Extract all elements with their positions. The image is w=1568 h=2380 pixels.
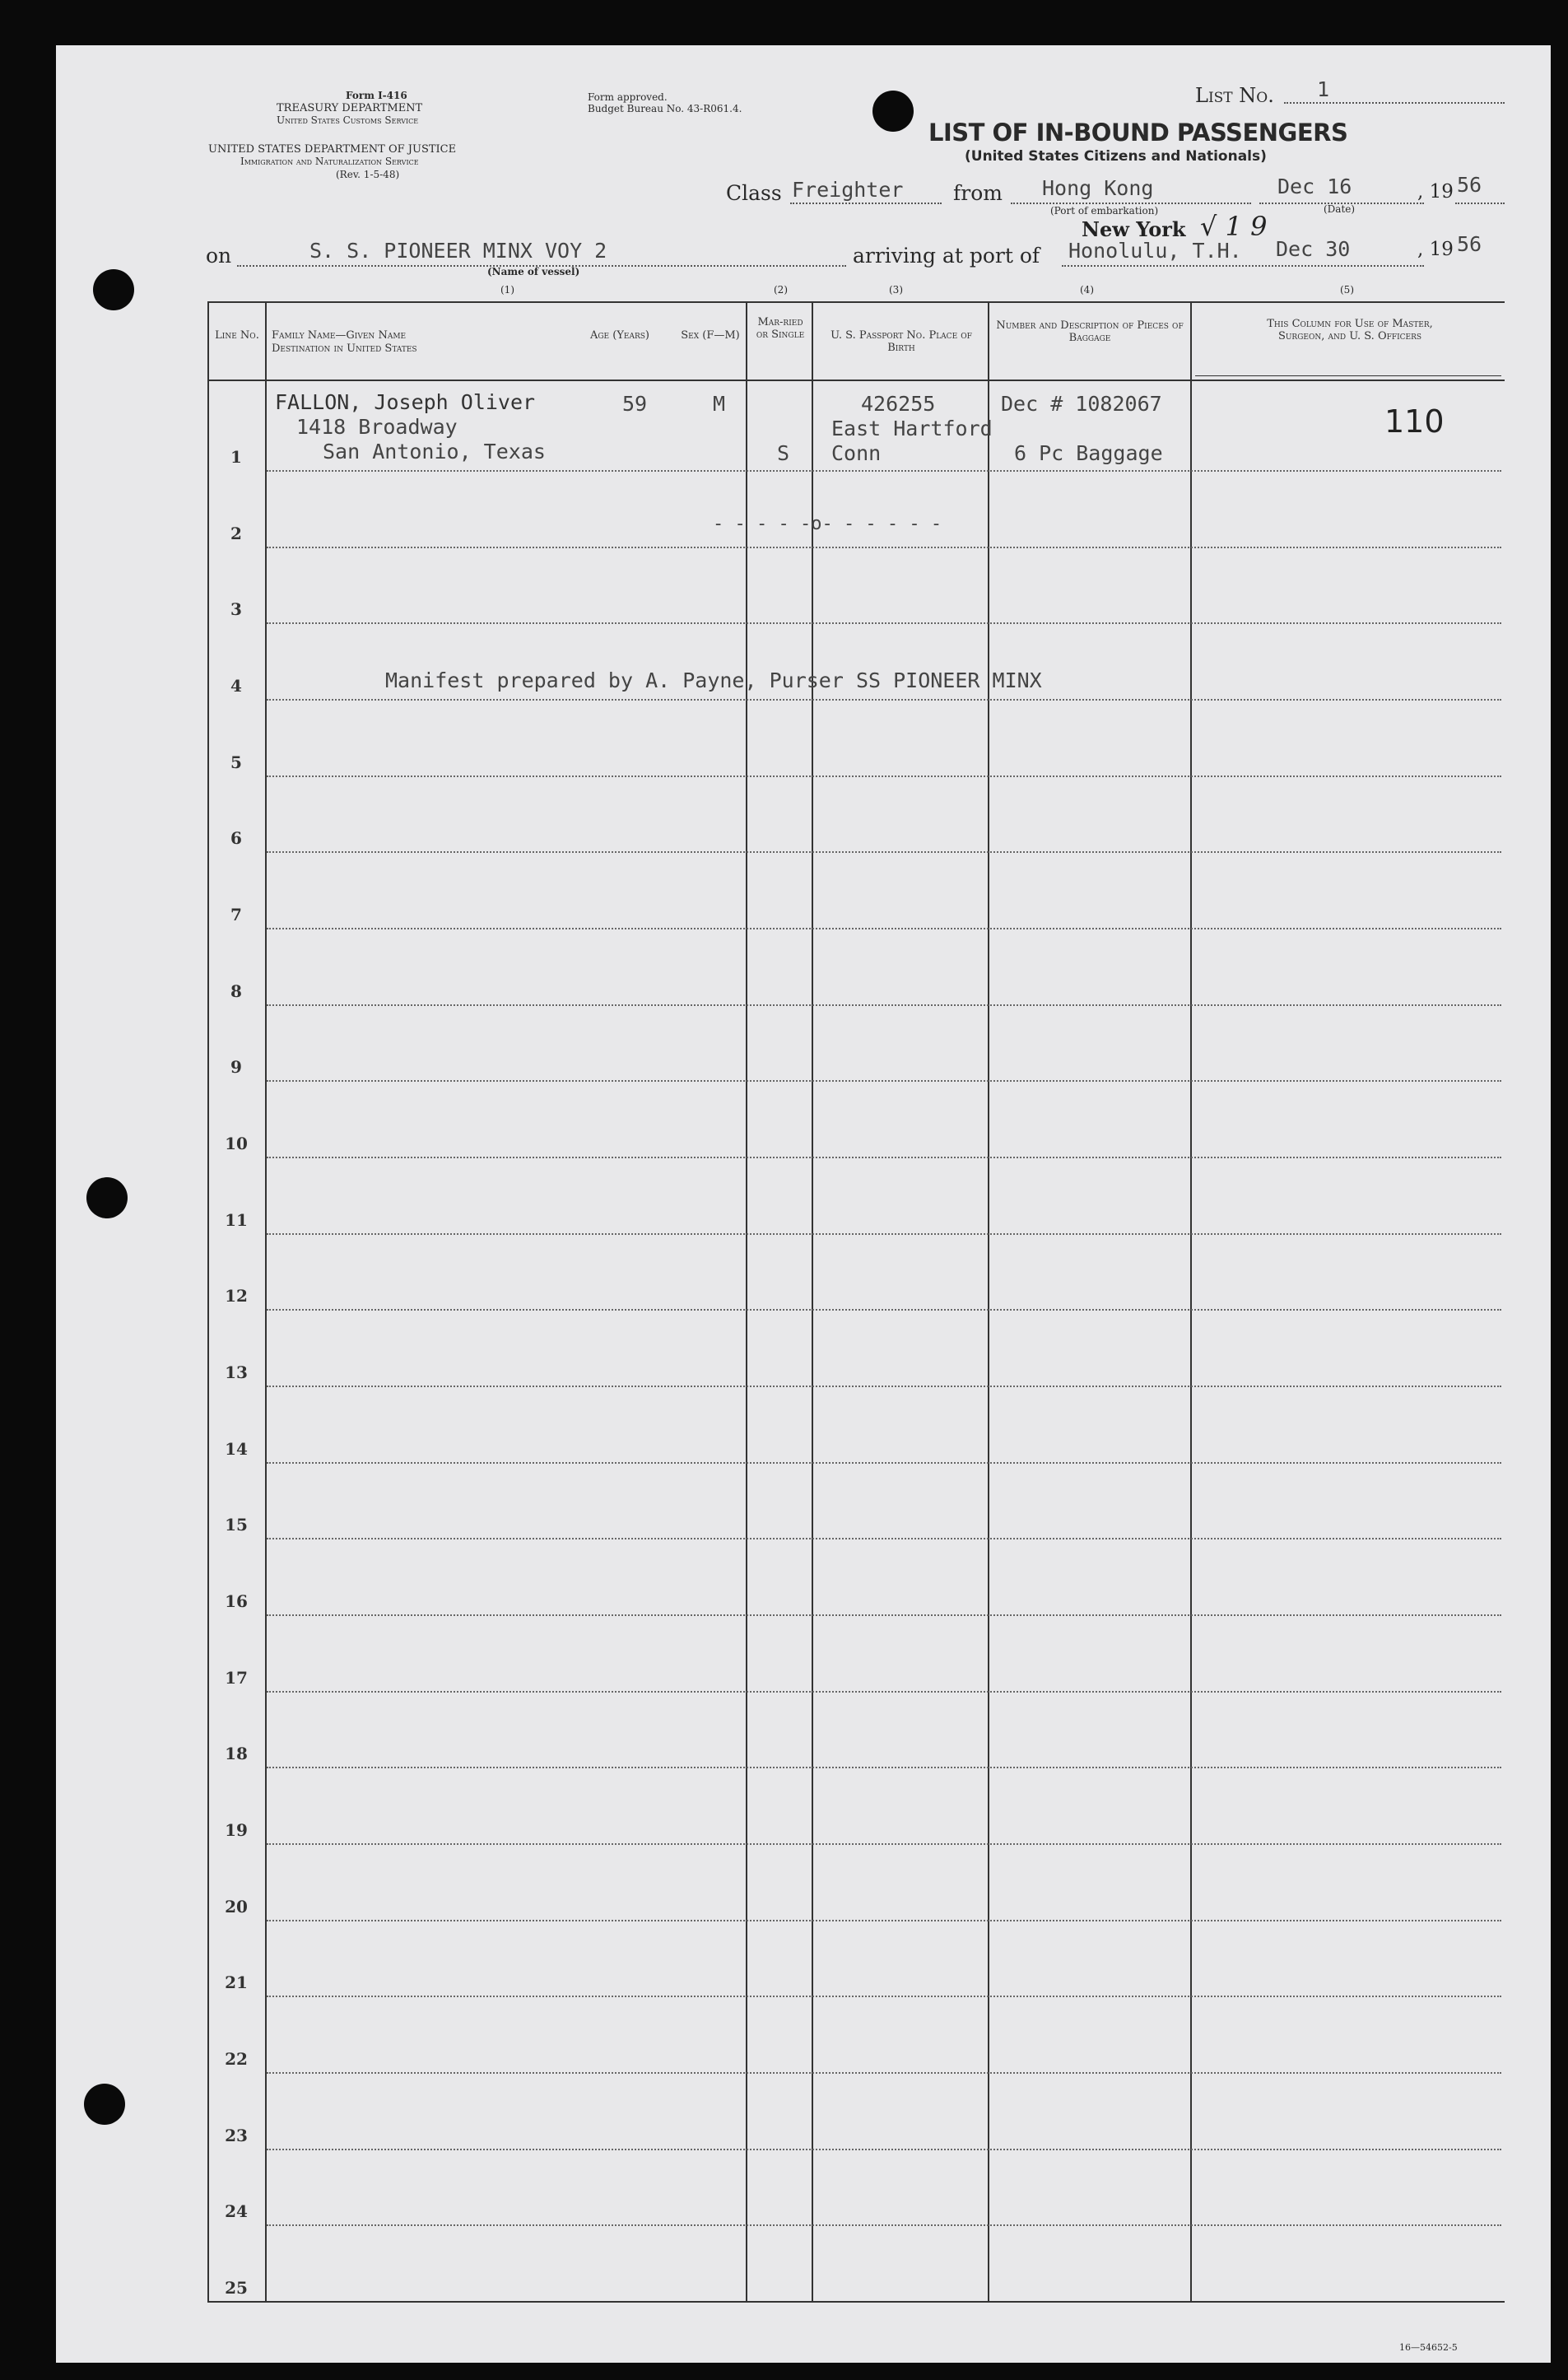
line-number: 14 [225, 1438, 248, 1459]
arrival-port: Honolulu, T.H. [1068, 239, 1242, 263]
line-number: 22 [225, 2049, 248, 2070]
port-embarkation-caption: (Port of embarkation) [1050, 205, 1159, 217]
col-num-1: (1) [500, 284, 514, 296]
line-number: 17 [225, 1667, 248, 1688]
baggage-description: 6 Pc Baggage [1014, 441, 1163, 465]
table-top-border [207, 301, 1505, 303]
line-number: 13 [225, 1362, 248, 1383]
line-number: 11 [225, 1209, 248, 1230]
col-num-4: (4) [1080, 284, 1094, 296]
line-number: 2 [230, 523, 242, 543]
birth-state: Conn [831, 441, 882, 465]
line-number: 9 [230, 1057, 242, 1078]
passenger-address-city: San Antonio, Texas [323, 440, 546, 463]
departure-year: 56 [1457, 173, 1482, 197]
passenger-marital-status: S [777, 441, 790, 465]
line-number: 23 [225, 2125, 248, 2145]
from-label: from [953, 181, 1003, 205]
row-divider [267, 851, 1501, 853]
ins-service: Immigration and Naturalization Service [240, 156, 419, 167]
arriving-label: arriving at port of [853, 244, 1040, 268]
arrival-port-handwritten: New York [1082, 217, 1186, 241]
line-number: 1 [230, 447, 242, 467]
page-title: LIST OF IN-BOUND PASSENGERS [928, 119, 1348, 147]
passenger-address-street: 1418 Broadway [296, 415, 458, 439]
arrival-year-prefix: , 19 [1417, 239, 1454, 260]
form-number: Form I-416 [346, 90, 407, 101]
departure-date: Dec 16 [1277, 175, 1352, 198]
line-number: 8 [230, 980, 242, 1001]
class-value: Freighter [792, 178, 904, 202]
row-divider [267, 2149, 1501, 2150]
table-header-border [207, 380, 1505, 381]
on-label: on [206, 244, 232, 268]
line-number: 21 [225, 1972, 248, 1993]
birth-city: East Hartford [831, 417, 993, 440]
punch-hole [872, 91, 914, 132]
date-caption: (Date) [1324, 203, 1356, 215]
row-divider [267, 699, 1501, 701]
col-num-3: (3) [889, 284, 903, 296]
treasury-dept: TREASURY DEPARTMENT [277, 102, 423, 114]
col-officers: This Column for Use of Master, Surgeon, and U. S. Officers [1267, 318, 1433, 342]
punch-hole [84, 2084, 125, 2125]
list-no-value: 1 [1317, 77, 1330, 101]
row-divider [267, 1843, 1501, 1845]
baggage-declaration: Dec # 1082067 [1001, 392, 1162, 416]
row-divider [267, 622, 1501, 624]
arrival-date: Dec 30 [1276, 237, 1351, 261]
line-number: 7 [230, 905, 242, 925]
year-prefix: , 19 [1417, 181, 1454, 203]
manifest-note: Manifest prepared by A. Payne, Purser SS PIONEER MINX [385, 668, 1042, 692]
line-number: 3 [230, 599, 242, 620]
col-married: Mar-ried or Single [756, 316, 805, 341]
passport-number: 426255 [861, 392, 936, 416]
line-number: 20 [225, 1896, 248, 1917]
row-divider [267, 470, 1501, 472]
row-divider [267, 1309, 1501, 1311]
row-divider [267, 1996, 1501, 1997]
row-divider [267, 1767, 1501, 1768]
line-number: 12 [225, 1286, 248, 1306]
customs-service: United States Customs Service [277, 114, 419, 126]
col-passport: U. S. Passport No. Place of Birth [831, 329, 972, 354]
line-number: 15 [225, 1515, 248, 1535]
col-family-name: Family Name—Given Name [272, 329, 407, 342]
row-divider [267, 1386, 1501, 1387]
row-divider [267, 1080, 1501, 1082]
table-bottom-border [207, 2301, 1505, 2303]
punch-hole [93, 269, 134, 310]
handwritten-mark: √ 1 9 [1200, 211, 1268, 242]
row-divider [267, 2072, 1501, 2074]
passenger-name: FALLON, Joseph Oliver [275, 390, 536, 414]
row-divider [267, 775, 1501, 777]
row-divider [267, 1614, 1501, 1616]
row-divider [267, 1462, 1501, 1464]
list-no-label: List No. [1195, 84, 1274, 107]
officer-note: 110 [1384, 403, 1445, 440]
arrival-year: 56 [1457, 232, 1482, 256]
row-divider [267, 1157, 1501, 1158]
form-print-code: 16—54652-5 [1399, 2342, 1458, 2353]
col-num-2: (2) [774, 284, 788, 296]
row-divider [267, 1691, 1501, 1693]
budget-bureau: Budget Bureau No. 43-R061.4. [588, 103, 742, 114]
form-approved: Form approved. [588, 91, 668, 103]
page-subtitle: (United States Citizens and Nationals) [965, 148, 1267, 165]
line-number: 4 [230, 676, 242, 696]
row-divider [267, 547, 1501, 548]
line-number: 5 [230, 752, 242, 772]
passenger-sex: M [713, 392, 726, 416]
vessel-caption: (Name of vessel) [487, 266, 580, 277]
line-number: 10 [225, 1134, 248, 1154]
row-divider [267, 1538, 1501, 1539]
punch-hole [86, 1177, 128, 1218]
passenger-age: 59 [622, 392, 648, 416]
row-divider [267, 1233, 1501, 1235]
class-label: Class [726, 181, 782, 205]
row-divider [267, 1004, 1501, 1006]
line-number: 16 [225, 1591, 248, 1612]
col-line-no: Line No. [215, 329, 259, 342]
col-baggage: Number and Description of Pieces of Baggage [996, 319, 1184, 344]
line-number: 19 [225, 1820, 248, 1841]
col-destination: Destination in United States [272, 342, 417, 355]
col-sex: Sex (F—M) [681, 329, 740, 342]
vessel-name: S. S. PIONEER MINX VOY 2 [309, 239, 607, 263]
revision-date: (Rev. 1-5-48) [336, 169, 400, 180]
row-divider [267, 2224, 1501, 2226]
row-divider [267, 928, 1501, 929]
col-age: Age (Years) [589, 329, 650, 342]
row-divider [267, 1920, 1501, 1921]
col-num-5: (5) [1340, 284, 1354, 296]
justice-dept: UNITED STATES DEPARTMENT OF JUSTICE [208, 143, 457, 156]
line-number: 6 [230, 828, 242, 849]
line-number: 24 [225, 2201, 248, 2222]
line-number: 18 [225, 1744, 248, 1764]
line-number: 25 [225, 2278, 248, 2298]
line-2-dash-marker: - - - - -o- - - - - - [713, 514, 942, 534]
port-of-embarkation: Hong Kong [1042, 176, 1154, 200]
